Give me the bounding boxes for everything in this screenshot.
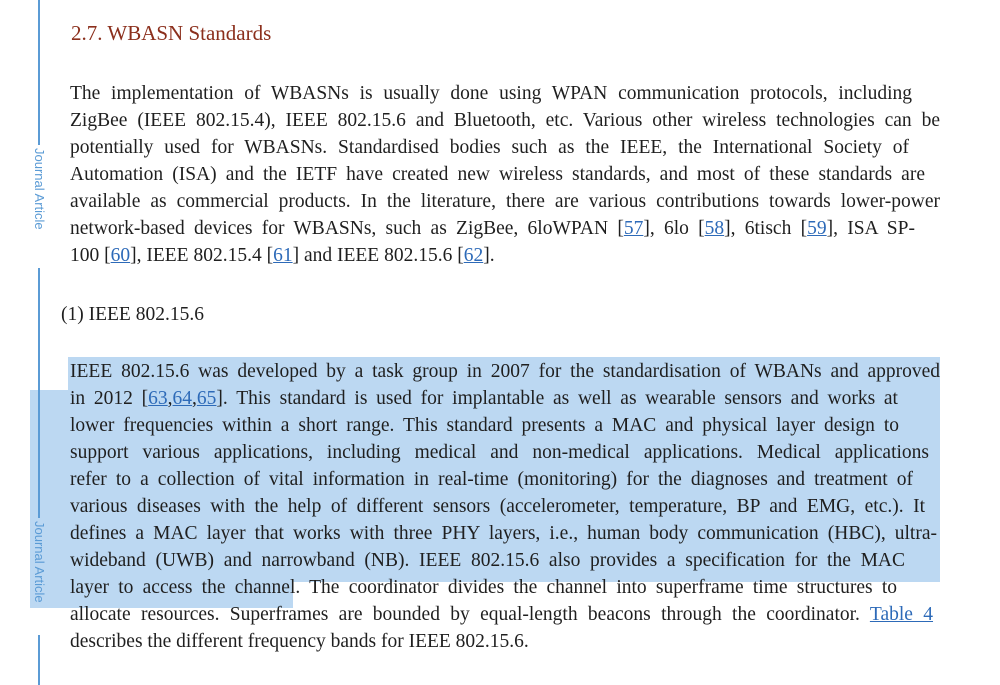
text-line: 100 [60], IEEE 802.15.4 [61] and IEEE 802.15.6 [62].	[70, 245, 495, 266]
table-link[interactable]: Table 4	[869, 604, 934, 625]
text-line: layer to access the channel. The coordinator divides the channel into superframe time structures to	[70, 577, 897, 598]
text-line: in 2012 [63,64,65]. This standard is used for implantable as well as wearable sensors and works at	[70, 388, 898, 409]
text-line: various diseases with the help of different sensors (accelerometer, temperature, BP and EMG, etc.). It	[70, 496, 925, 517]
subsection-heading: (1) IEEE 802.15.6	[61, 304, 204, 325]
margin-rule	[38, 268, 40, 518]
margin-rule	[38, 635, 40, 685]
text-line: defines a MAC layer that works with three PHY layers, i.e., human body communication (HBC), ultra-	[70, 523, 937, 544]
citation-link[interactable]: 62	[463, 245, 484, 266]
margin-label-journal-article: Journal Article	[31, 518, 47, 606]
citation-link[interactable]: 58	[704, 218, 725, 239]
text-line: refer to a collection of vital information in real-time (monitoring) for the diagnoses and treatment of	[70, 469, 913, 490]
citation-link[interactable]: 57	[623, 218, 644, 239]
text-line: IEEE 802.15.6 was developed by a task group in 2007 for the standardisation of WBANs and approved	[70, 361, 940, 382]
text-line: Automation (ISA) and the IETF have created new wireless standards, and most of these standards are	[70, 164, 925, 185]
text-line: available as commercial products. In the literature, there are various contributions towards lower-power	[70, 191, 940, 212]
text-line: ZigBee (IEEE 802.15.4), IEEE 802.15.6 and Bluetooth, etc. Various other wireless technologies can be	[70, 110, 940, 131]
text-line: support various applications, including medical and non-medical applications. Medical applications	[70, 442, 929, 463]
text-line: potentially used for WBASNs. Standardised bodies such as the IEEE, the International Society of	[70, 137, 909, 158]
text-line: wideband (UWB) and narrowband (NB). IEEE 802.15.6 also provides a specification for the MAC	[70, 550, 905, 571]
citation-link[interactable]: 59	[807, 218, 827, 239]
text-line: lower frequencies within a short range. This standard presents a MAC and physical layer design to	[70, 415, 899, 436]
section-heading: 2.7. WBASN Standards	[71, 21, 272, 45]
citation-link[interactable]: 64	[172, 388, 193, 409]
text-line: allocate resources. Superframes are bounded by equal-length beacons through the coordinator. Table 4	[70, 604, 934, 625]
text-line: The implementation of WBASNs is usually done using WPAN communication protocols, including	[70, 83, 912, 104]
text-line: network-based devices for WBASNs, such as ZigBee, 6loWPAN [57], 6lo [58], 6tisch [59], ISA SP-	[70, 218, 915, 239]
margin-label-journal-article: Journal Article	[31, 145, 47, 233]
text-line: describes the different frequency bands for IEEE 802.15.6.	[70, 631, 529, 652]
citation-link[interactable]: 61	[273, 245, 293, 266]
margin-rule	[38, 0, 40, 145]
citation-link[interactable]: 65	[196, 388, 217, 409]
citation-link[interactable]: 60	[110, 245, 131, 266]
citation-link[interactable]: 63	[148, 388, 168, 409]
